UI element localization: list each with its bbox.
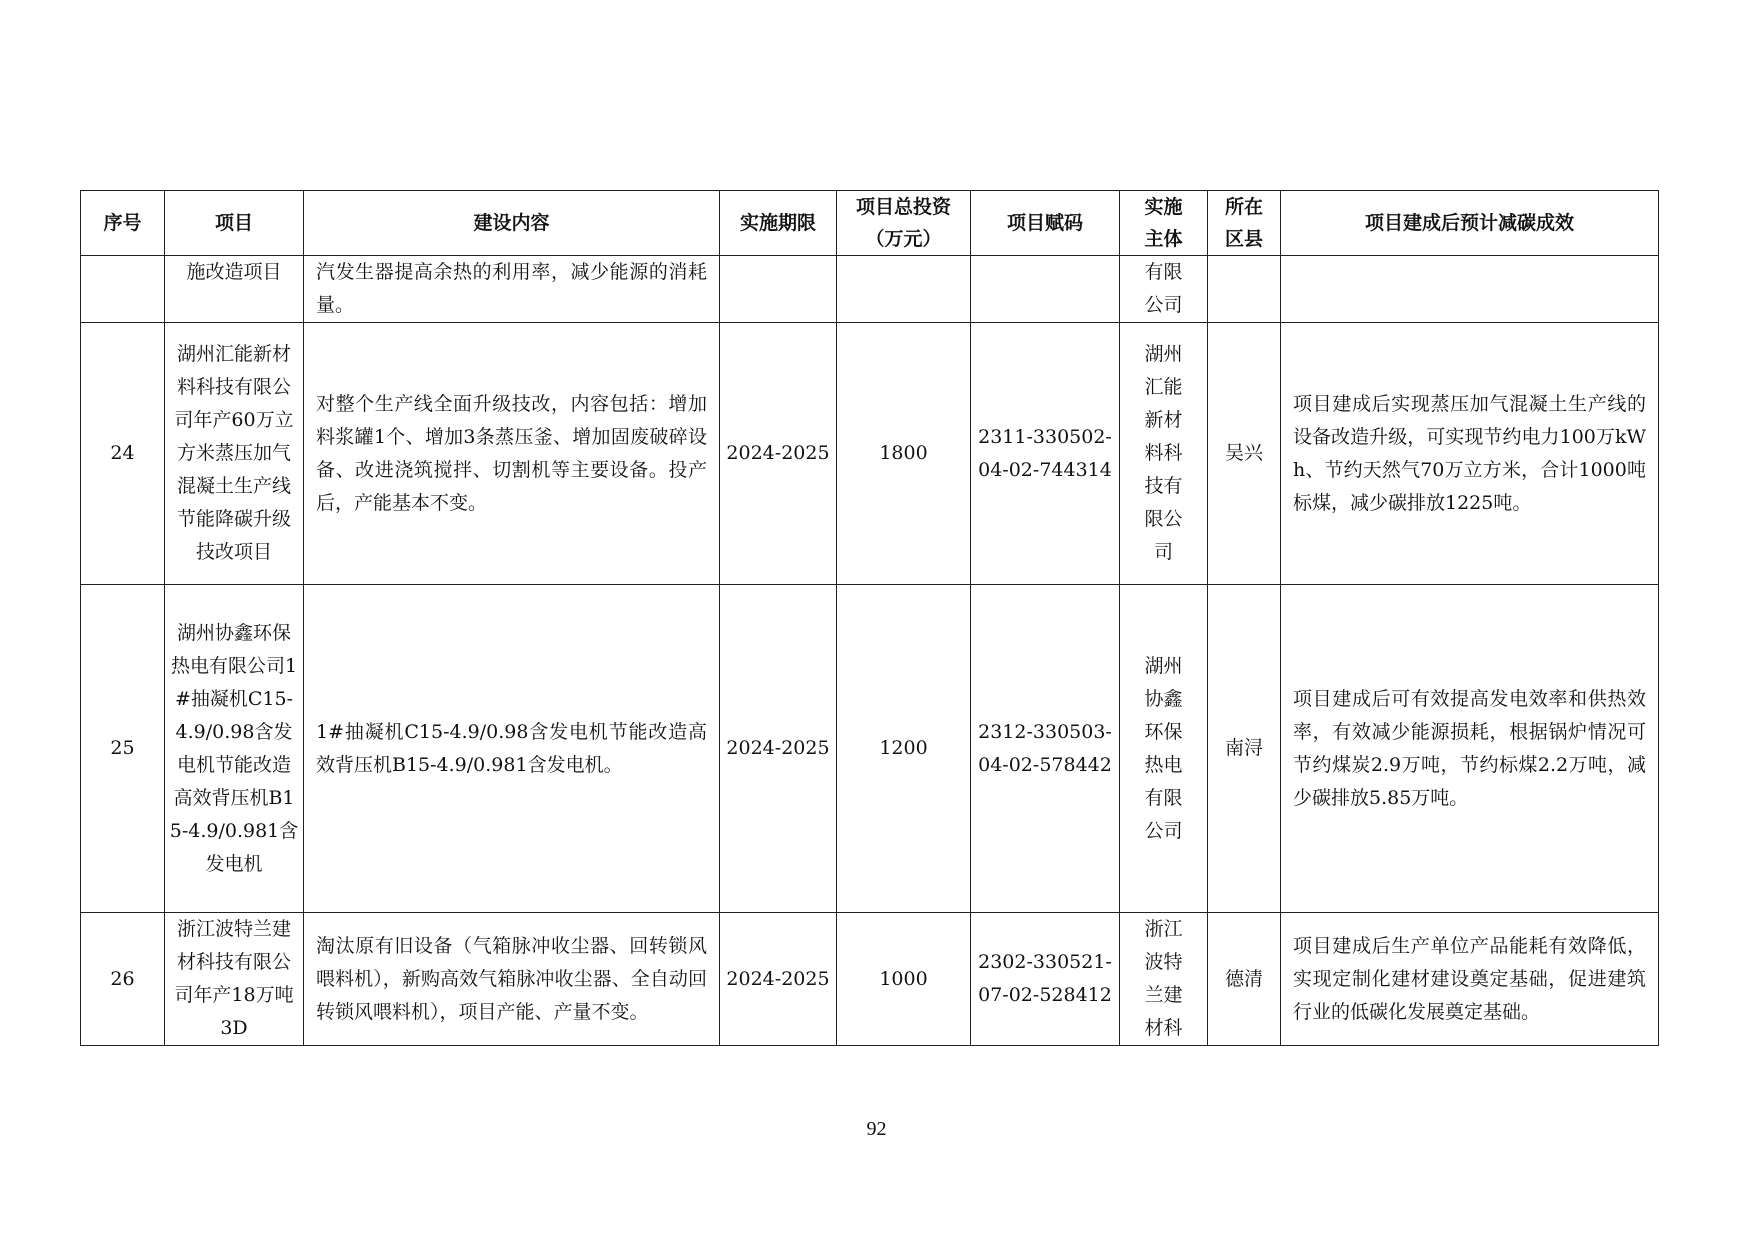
cell-period: 2024-2025 bbox=[720, 913, 837, 1046]
cell-code: 2312-330503- 04-02-578442 bbox=[971, 585, 1120, 913]
header-seq: 序号 bbox=[81, 191, 165, 256]
cell-content: 淘汰原有旧设备（气箱脉冲收尘器、回转锁风喂料机），新购高效气箱脉冲收尘器、全自动回转锁风喂料机），项目产能、产量不变。 bbox=[304, 913, 720, 1046]
table-header-row bbox=[81, 191, 1659, 256]
table-row bbox=[81, 585, 1659, 913]
cell-period: 2024-2025 bbox=[720, 585, 837, 913]
cell-project: 浙江波特兰建材科技有限公司年产18万吨3D bbox=[165, 913, 304, 1046]
cell-content: 汽发生器提高余热的利用率，减少能源的消耗量。 bbox=[304, 256, 720, 323]
cell-period: 2024-2025 bbox=[720, 323, 837, 585]
cell-content: 对整个生产线全面升级技改，内容包括：增加料浆罐1个、增加3条蒸压釜、增加固废破碎设备、改进浇筑搅拌、切割机等主要设备。投产后，产能基本不变。 bbox=[304, 323, 720, 585]
cell-seq bbox=[81, 256, 165, 323]
cell-county: 南浔 bbox=[1208, 585, 1281, 913]
table-row bbox=[81, 913, 1659, 1046]
cell-seq: 25 bbox=[81, 585, 165, 913]
cell-entity: 浙江 波特 兰建 材科 bbox=[1120, 913, 1208, 1046]
cell-effect: 项目建成后实现蒸压加气混凝土生产线的设备改造升级，可实现节约电力100万kWh、节约天然气70万立方米，合计1000吨标煤，减少碳排放1225吨。 bbox=[1281, 323, 1659, 585]
header-content: 建设内容 bbox=[304, 191, 720, 256]
cell-code: 2311-330502- 04-02-744314 bbox=[971, 323, 1120, 585]
cell-effect: 项目建成后生产单位产品能耗有效降低，实现定制化建材建设奠定基础，促进建筑行业的低碳化发展奠定基础。 bbox=[1281, 913, 1659, 1046]
cell-county: 吴兴 bbox=[1208, 323, 1281, 585]
cell-investment bbox=[837, 256, 971, 323]
cell-code bbox=[971, 256, 1120, 323]
header-county: 所在 区县 bbox=[1208, 191, 1281, 256]
table-row bbox=[81, 323, 1659, 585]
project-table bbox=[80, 190, 1659, 1046]
cell-entity: 湖州 协鑫 环保 热电 有限 公司 bbox=[1120, 585, 1208, 913]
header-period: 实施期限 bbox=[720, 191, 837, 256]
cell-seq: 24 bbox=[81, 323, 165, 585]
cell-entity: 湖州 汇能 新材 料科 技有 限公 司 bbox=[1120, 323, 1208, 585]
header-entity: 实施 主体 bbox=[1120, 191, 1208, 256]
header-code: 项目赋码 bbox=[971, 191, 1120, 256]
table-row bbox=[81, 256, 1659, 323]
cell-project: 施改造项目 bbox=[165, 256, 304, 323]
cell-seq: 26 bbox=[81, 913, 165, 1046]
cell-project: 湖州协鑫环保热电有限公司1#抽凝机C15-4.9/0.98含发电机节能改造高效背压机B15-4.9/0.981含发电机 bbox=[165, 585, 304, 913]
cell-project: 湖州汇能新材料科技有限公司年产60万立方米蒸压加气混凝土生产线节能降碳升级技改项目 bbox=[165, 323, 304, 585]
cell-county: 德清 bbox=[1208, 913, 1281, 1046]
cell-effect: 项目建成后可有效提高发电效率和供热效率，有效减少能源损耗，根据锅炉情况可节约煤炭2.9万吨，节约标煤2.2万吨，减少碳排放5.85万吨。 bbox=[1281, 585, 1659, 913]
header-effect: 项目建成后预计减碳成效 bbox=[1281, 191, 1659, 256]
cell-investment: 1200 bbox=[837, 585, 971, 913]
header-investment: 项目总投资 （万元） bbox=[837, 191, 971, 256]
cell-investment: 1000 bbox=[837, 913, 971, 1046]
cell-content: 1#抽凝机C15-4.9/0.98含发电机节能改造高效背压机B15-4.9/0.981含发电机。 bbox=[304, 585, 720, 913]
cell-county bbox=[1208, 256, 1281, 323]
cell-period bbox=[720, 256, 837, 323]
cell-investment: 1800 bbox=[837, 323, 971, 585]
cell-code: 2302-330521- 07-02-528412 bbox=[971, 913, 1120, 1046]
page-number: 92 bbox=[866, 1118, 887, 1140]
cell-effect bbox=[1281, 256, 1659, 323]
cell-entity: 有限 公司 bbox=[1120, 256, 1208, 323]
header-project: 项目 bbox=[165, 191, 304, 256]
